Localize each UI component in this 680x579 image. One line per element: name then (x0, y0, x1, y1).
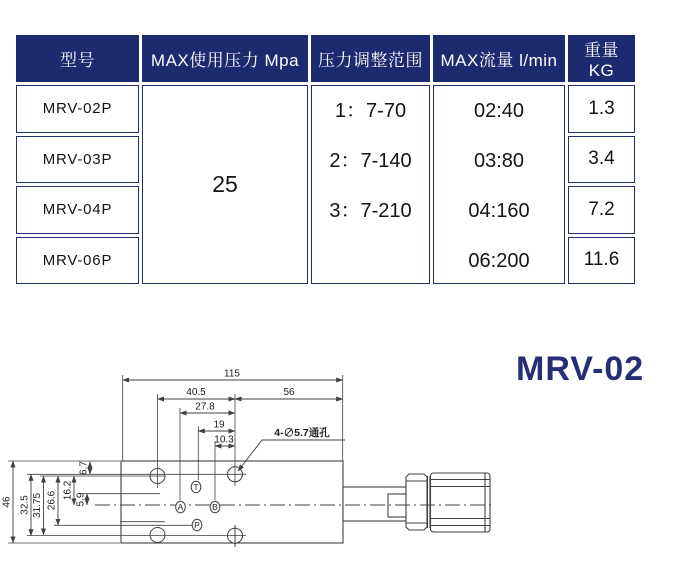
dim-46: 46 (1, 496, 13, 508)
dim-32-5: 32.5 (19, 495, 31, 515)
adjust-range-cell (311, 85, 430, 284)
header-adjust-range: 压力调整范围 (311, 35, 430, 82)
weight-mrv-04p: 7.2 (568, 186, 635, 234)
model-mrv-06p: MRV-06P (16, 237, 139, 285)
dim-115: 115 (224, 368, 240, 380)
adjust-range-stack (312, 86, 429, 283)
technical-drawing (0, 330, 680, 579)
dim-16-2: 16.2 (62, 480, 74, 501)
header-weight: 重量 KG (568, 35, 635, 82)
weight-mrv-06p: 11.6 (568, 237, 635, 285)
max-pressure-value: 25 (142, 85, 308, 284)
port-p-label: P (194, 520, 200, 530)
dim-27-8: 27.8 (195, 401, 215, 413)
weight-mrv-02p: 1.3 (568, 85, 635, 133)
max-flow-cell (433, 85, 565, 284)
dim-5-9: 5.9 (75, 492, 87, 507)
header-row (16, 35, 635, 82)
range-value-3: 3：7-210 (329, 200, 412, 222)
model-mrv-02p: MRV-02P (16, 85, 139, 133)
range-value-2: 2：7-140 (329, 150, 412, 172)
dim-10-3: 10.3 (214, 434, 234, 446)
flow-value-4: 06:200 (468, 250, 530, 272)
dim-6-7: 6.7 (78, 461, 90, 475)
max-flow-stack (434, 86, 564, 283)
flow-value-1: 02:40 (473, 100, 525, 122)
flow-value-3: 04:160 (468, 200, 530, 222)
header-max-flow: MAX流量 l/min (433, 35, 565, 82)
valve-outline (121, 461, 490, 543)
dim-40-5: 40.5 (186, 387, 206, 398)
weight-mrv-03p: 3.4 (568, 136, 635, 184)
dim-19: 19 (213, 419, 225, 431)
header-model: 型号 (16, 35, 139, 82)
header-max-pressure: MAX使用压力 Mpa (142, 35, 308, 82)
stem-block (388, 494, 408, 517)
port-a-label: A (177, 502, 184, 512)
dim-56: 56 (283, 387, 295, 398)
dim-26-6: 26.6 (46, 490, 58, 511)
lock-nut (406, 474, 427, 530)
knob-groove (428, 476, 431, 528)
port-b-label: B (212, 502, 218, 512)
flow-value-2: 03:80 (473, 150, 525, 172)
adjustment-knob (431, 473, 491, 532)
spec-table (13, 32, 638, 287)
range-value-1: 1：7-70 (334, 100, 407, 122)
model-mrv-03p: MRV-03P (16, 136, 139, 184)
model-mrv-04p: MRV-04P (16, 186, 139, 234)
dim-31-75: 31.75 (32, 492, 43, 519)
hole-note: 4-∅5.7通孔 (274, 427, 330, 439)
product-model-title: MRV-02 (516, 350, 645, 388)
table-row (16, 85, 635, 133)
hole-bottom-left (150, 528, 165, 543)
port-t-label: T (193, 482, 199, 492)
